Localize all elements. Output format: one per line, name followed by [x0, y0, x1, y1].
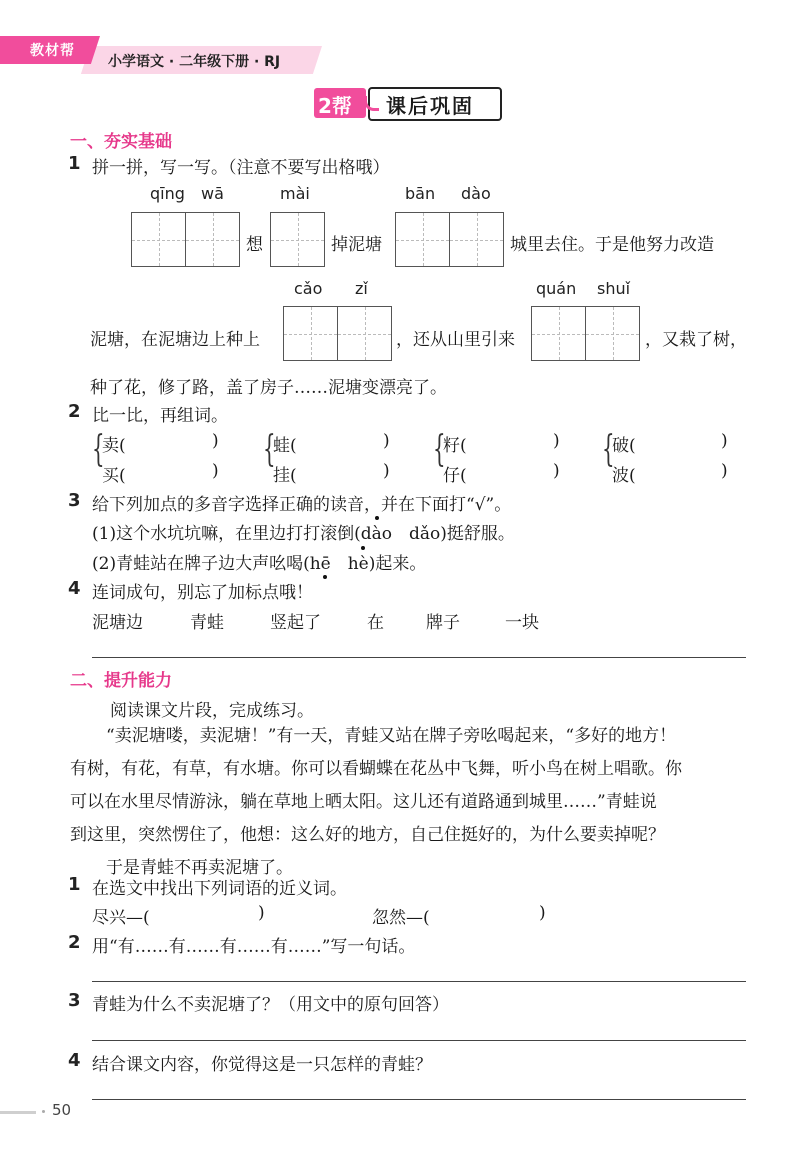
synonym-prompt: 忽然—( [372, 908, 430, 928]
pinyin-quan: quán [536, 279, 577, 298]
brand-label: 教材帮 [30, 43, 75, 59]
pinyin-zi: zǐ [355, 279, 368, 298]
subquestion-2: (2)青蛙站在牌子边大声吆喝(hē hè)起来。 [92, 554, 427, 574]
question-text: 在选文中找出下列词语的近义词。 [92, 879, 347, 899]
question-number: 2 [68, 401, 81, 422]
question-text: 拼一拼，写一写。（注意不要写出格哦） [92, 158, 390, 178]
question-text: 用“有……有……有……有……”写一句话。 [92, 937, 416, 957]
paren-close: ) [539, 903, 546, 923]
pinyin-qing: qīng [150, 184, 185, 203]
char-pair-top: 蛙( [273, 436, 297, 456]
answer-line[interactable] [92, 1040, 746, 1041]
emphasis-dot [323, 575, 327, 579]
writing-grid-box[interactable] [337, 306, 392, 361]
word-card: 在 [367, 613, 384, 633]
sentence-text: 城里去住。于是他努力改造 [510, 235, 714, 255]
brace: { [263, 429, 276, 470]
char-pair-bottom: 波( [612, 466, 636, 486]
passage-line: 到这里，突然愣住了，他想：这么好的地方，自己住挺好的，为什么要卖掉呢？ [70, 825, 665, 845]
question-number: 1 [68, 153, 81, 174]
passage-line: 于是青蛙不再卖泥塘了。 [106, 858, 293, 878]
char-pair-bottom: 买( [102, 466, 126, 486]
paren-close: ) [383, 431, 390, 451]
paren-close: ) [721, 431, 728, 451]
sentence-text: 泥塘，在泥塘边上种上 [90, 330, 260, 350]
word-card: 泥塘边 [92, 613, 143, 633]
reading-passage [70, 720, 750, 885]
pinyin-cao: cǎo [294, 279, 323, 298]
sentence-text: ，又栽了树， [645, 330, 747, 350]
char-pair-bottom: 挂( [273, 466, 297, 486]
answer-line[interactable] [92, 981, 746, 982]
brace: { [602, 429, 615, 470]
pinyin-dao: dào [461, 184, 491, 203]
question-number: 3 [68, 490, 81, 511]
pinyin-ban: bān [405, 184, 436, 203]
page-number: 50 [52, 1101, 72, 1119]
hook-icon [364, 96, 379, 111]
question-text: 比一比，再组词。 [92, 406, 228, 426]
paren-close: ) [383, 461, 390, 481]
char-pair-top: 籽( [443, 436, 467, 456]
question-number: 3 [68, 990, 81, 1011]
writing-grid-box[interactable] [585, 306, 640, 361]
synonym-prompt: 尽兴—( [92, 908, 150, 928]
writing-grid-box[interactable] [185, 212, 240, 267]
char-pair-top: 卖( [102, 436, 126, 456]
paren-close: ) [553, 431, 560, 451]
paren-close: ) [553, 461, 560, 481]
subquestion-1: (1)这个水坑坑嘛，在里边打打滚倒(dào dǎo)挺舒服。 [92, 524, 515, 544]
question-text: 给下列加点的多音字选择正确的读音，并在下面打“√”。 [92, 495, 512, 515]
question-text: 连词成句，别忘了加标点哦！ [92, 583, 313, 603]
question-text: 结合课文内容，你觉得这是一只怎样的青蛙？ [92, 1055, 432, 1075]
question-number: 2 [68, 932, 81, 953]
sentence-text: 想 [246, 235, 263, 255]
passage-line: “卖泥塘喽，卖泥塘！”有一天，青蛙又站在牌子旁吆喝起来，“多好的地方！ [106, 726, 677, 746]
paren-close: ) [258, 903, 265, 923]
word-card: 竖起了 [270, 613, 321, 633]
question-number: 4 [68, 578, 81, 599]
writing-grid-box[interactable] [270, 212, 325, 267]
book-title: 小学语文 · 二年级下册 · RJ [108, 54, 281, 70]
question-number: 4 [68, 1050, 81, 1071]
brace: { [92, 429, 105, 470]
question-number: 1 [68, 874, 81, 895]
emphasis-dot [375, 516, 379, 520]
answer-line[interactable] [92, 1099, 746, 1100]
sentence-text: 种了花，修了路，盖了房子……泥塘变漂亮了。 [90, 378, 447, 398]
reading-instruction: 阅读课文片段，完成练习。 [110, 701, 314, 721]
emphasis-dot [361, 546, 365, 550]
writing-grid-box[interactable] [283, 306, 338, 361]
paren-close: ) [212, 461, 219, 481]
title-badge-num: 2帮 [318, 94, 352, 118]
passage-line: 可以在水里尽情游泳，躺在草地上晒太阳。这儿还有道路通到城里……”青蛙说 [70, 792, 657, 812]
section-title-improve: 二、提升能力 [70, 671, 172, 691]
char-pair-bottom: 仔( [443, 466, 467, 486]
writing-grid-box[interactable] [531, 306, 586, 361]
writing-grid-box[interactable] [449, 212, 504, 267]
page-title: 课后巩固 [386, 94, 474, 118]
char-pair-top: 破( [612, 436, 636, 456]
word-card: 青蛙 [190, 613, 224, 633]
sentence-text: 掉泥塘 [331, 235, 382, 255]
section-title-basics: 一、夯实基础 [70, 132, 172, 152]
paren-close: ) [721, 461, 728, 481]
brace: { [433, 429, 446, 470]
writing-grid-box[interactable] [131, 212, 186, 267]
writing-grid-box[interactable] [395, 212, 450, 267]
footer-dot [42, 1110, 45, 1113]
sentence-text: ，还从山里引来 [396, 330, 515, 350]
word-card: 牌子 [426, 613, 460, 633]
pinyin-mai: mài [280, 184, 310, 203]
pinyin-wa: wā [201, 184, 224, 203]
pinyin-shui: shuǐ [597, 279, 631, 298]
question-text: 青蛙为什么不卖泥塘了？（用文中的原句回答） [92, 995, 449, 1015]
passage-line: 有树，有花，有草，有水塘。你可以看蝴蝶在花丛中飞舞，听小鸟在树上唱歌。你 [70, 759, 682, 779]
paren-close: ) [212, 431, 219, 451]
word-card: 一块 [505, 613, 539, 633]
answer-line[interactable] [92, 657, 746, 658]
footer-rule [0, 1111, 36, 1114]
